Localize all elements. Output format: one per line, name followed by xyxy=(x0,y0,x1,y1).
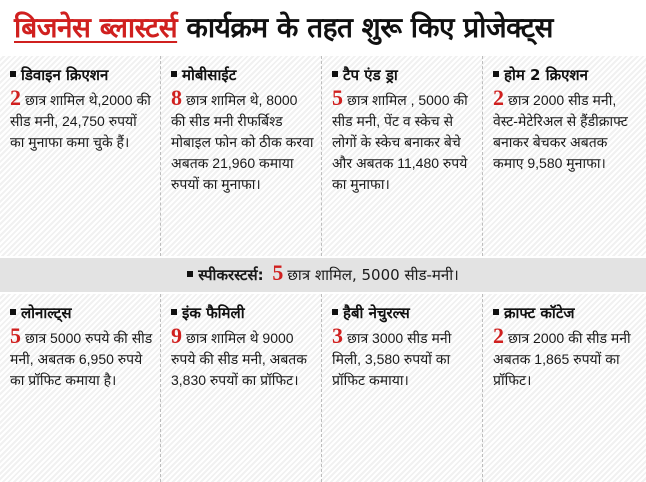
project-name: टैप एंड ड्रा xyxy=(343,66,398,84)
top-projects-row xyxy=(0,56,646,256)
project-name: इंक फैमिली xyxy=(182,304,245,322)
title-rest: कार्यक्रम के तहत शुरू किए प्रोजेक्ट्स xyxy=(186,11,553,44)
speakers-band xyxy=(0,258,646,292)
project-card xyxy=(483,56,646,256)
project-card xyxy=(0,294,161,482)
bullet-icon xyxy=(493,71,499,77)
student-count: 9 xyxy=(171,323,182,348)
project-text: छात्र शामिल थे,2000 की सीड मनी, 24,750 रुपयों का मुनाफा कमा चुके हैं। xyxy=(10,92,151,150)
project-text: छात्र शामिल , 5000 की सीड मनी, पेंट व स्केच से लोगों के स्केच बनाकर बेचे और अबतक 11,480 रुपये का मुनाफा। xyxy=(332,92,468,192)
project-description xyxy=(493,85,640,174)
page-title xyxy=(14,8,553,48)
project-name: डिवाइन क्रिएशन xyxy=(21,66,109,84)
student-count: 2 xyxy=(10,85,21,110)
project-name: हैबी नेचुरल्स xyxy=(343,304,410,322)
project-name: होम 2 क्रिएशन xyxy=(504,66,588,84)
project-heading xyxy=(171,64,315,86)
project-text: छात्र शामिल थे 9000 रुपये की सीड मनी, अबतक 3,830 रुपयों का प्रॉफिट। xyxy=(171,330,308,388)
student-count: 3 xyxy=(332,323,343,348)
project-text: छात्र शामिल थे, 8000 की सीड मनी रीफर्बिश्ड मोबाइल फोन को ठीक करवा अबतक 21,960 कमाया रुपयों का मुनाफा। xyxy=(171,92,314,192)
project-card xyxy=(322,294,483,482)
bullet-icon xyxy=(171,71,177,77)
project-description xyxy=(10,323,154,391)
student-count: 5 xyxy=(10,323,21,348)
project-description xyxy=(171,85,315,195)
project-heading xyxy=(171,302,315,324)
bullet-icon xyxy=(493,309,499,315)
project-heading xyxy=(10,64,154,86)
project-description xyxy=(171,323,315,391)
title-highlight: बिजनेस ब्लास्टर्स xyxy=(14,11,178,44)
bullet-icon xyxy=(10,71,16,77)
student-count: 2 xyxy=(493,85,504,110)
project-description xyxy=(10,85,154,153)
student-count: 2 xyxy=(493,323,504,348)
bullet-icon xyxy=(332,309,338,315)
bullet-icon xyxy=(332,71,338,77)
project-text: छात्र 3000 सीड मनी मिली, 3,580 रुपयों का प्रॉफिट कमाया। xyxy=(332,330,452,388)
bottom-projects-row xyxy=(0,294,646,482)
bullet-icon xyxy=(10,309,16,315)
project-text: छात्र 2000 की सीड मनी अबतक 1,865 रुपयों का प्रॉफिट। xyxy=(493,330,631,388)
project-card xyxy=(161,56,322,256)
student-count: 8 xyxy=(171,85,182,110)
band-count: 5 xyxy=(272,260,284,285)
project-name: मोबीसाईट xyxy=(182,66,237,84)
project-heading xyxy=(493,64,640,86)
project-name: क्राफ्ट कॉटेज xyxy=(504,304,575,322)
project-heading xyxy=(10,302,154,324)
project-description xyxy=(332,85,476,195)
band-label: स्पीकरस्टर्स: xyxy=(198,266,264,284)
band-text: छात्र शामिल, 5000 सीड-मनी। xyxy=(287,266,459,284)
project-heading xyxy=(332,64,476,86)
project-heading xyxy=(332,302,476,324)
project-heading xyxy=(493,302,640,324)
project-card xyxy=(322,56,483,256)
project-description xyxy=(332,323,476,391)
project-text: छात्र 2000 सीड मनी, वेस्ट-मेटेरिअल से हैंडीक्राफ्ट बनाकर बेचकर अबतक कमाए 9,580 मुनाफा। xyxy=(493,92,628,171)
bullet-icon xyxy=(171,309,177,315)
project-name: लोनाल्ट्स xyxy=(21,304,72,322)
project-card xyxy=(161,294,322,482)
project-card xyxy=(483,294,646,482)
project-description xyxy=(493,323,640,391)
bullet-icon xyxy=(187,271,193,277)
project-text: छात्र 5000 रुपये की सीड मनी, अबतक 6,950 रुपये का प्रॉफिट कमाया है। xyxy=(10,330,153,388)
project-card xyxy=(0,56,161,256)
student-count: 5 xyxy=(332,85,343,110)
